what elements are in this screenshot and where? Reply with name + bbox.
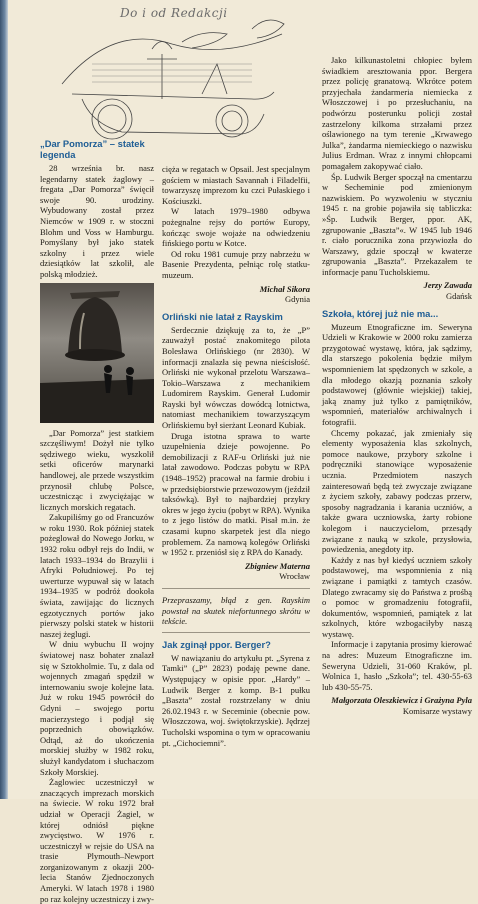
article-paragraph: Śp. Ludwik Berger spoczął na cmentarzu w Secheminie pod zmienionym nazwiskiem. Po wyzwoleniu w styczniu 1945 r. na grobie pojawiła się tabliczka: »Śp. Ludwik Berger, ppor. AK, zgrupowanie „Baszta”«. W 1945 lub 1946 r. ciało porucznika zona przywiozła do Warszawy, gdzie spoczął w kwaterze zgrupowania „Baszta”. Przekazałem te informacje panu Tucholskiemu.	[322, 171, 472, 277]
article-paragraph: Druga istotna sprawa to warte uzupełnienia dzieje powojenne. Po demobilizacji z RAF-u Orliński już nie latał zawodowo. Podczas pobytu w RPA (1948–1952) pracował na farmie drobiu i w przedsiębiorstwie przewozowym (jeździł taksówką). Był to najbardziej przykry okres w jego życiu (pobyt w RPA). Wynika to z jego listów do matki. Pisał m.in. że czasami kupno skarpetek jest dla niego problemem. Za namową kolegów Orliński w 1952 r. przeniósł się z RPA do Kanady.	[162, 430, 310, 558]
article-paragraph: cięża w regatach w Opsail. Jest specjalnym gościem w miastach Savannah i Filadelfii, towarzyszę imprezom ku czci Pułaskiego i Kościuszki.	[162, 164, 310, 206]
author-name: Michał Sikora	[259, 283, 310, 294]
author-name: Zbigniew Materna	[245, 560, 310, 571]
article-title-dar-pomorza: „Dar Pomorza” – statek legenda	[40, 138, 145, 160]
article-paragraph: Jako kilkunastoletni chłopiec byłem świadkiem aresztowania ppor. Bergera przez policję granatową. Wkrótce potem przyjechała żandarmeria niemiecka z Włoszczowej i po przesłuchaniu, na podwórzu posterunku policji został zastrzelony kilkoma strzałami przez oślawionego na tym terenie „Krwawego Julka”, żandarma niemieckiego o nazwisku Julius Erdman. Wraz z innymi chłopcami pomagałem zakopywać ciało.	[322, 55, 472, 171]
divider	[162, 632, 310, 633]
author-name: Małgorzata Oleszkiewicz i Grażyna Pyla	[331, 695, 472, 706]
article-paragraph: Chcemy pokazać, jak zmieniały się elementy wyposażenia klas szkolnych, pomoce naukowe, przybory szkolne i podręczniki stanowiące wyposażenie ucznia. Przedmiotem naszych zainteresowań będą też zwyczaje związane z życiem szkoły, zabawy podczas przerw, sposoby nagradzania i karania uczniów, a także gwara uczniowska, żarty robione kolegom i nauczycielom, przesądy związane z nauką w szkole, przysłowia, powiedzenia, anegdoty itp.	[322, 427, 472, 555]
article-paragraph: Od roku 1981 cumuje przy nabrzeżu w Basenie Prezydenta, pełniąc rolę statku-muzeum.	[162, 248, 310, 280]
article-paragraph: Serdecznie dziękuję za to, że „P” zauważył postać znakomitego pilota Bolesława Orlińskiego (nr 2830). W informacji znalazła się pewna nieścisłość. Orliński nie wykonał przelotu Warszawa–Tokio–Warszawa z mechanikiem Ludomirem Rayskim. Generał Ludomir Rayski był wówczas dowódcą lotnictwa, natomiast mechanikiem towarzyszącym Orlińskiemu był sierżant Leonard Kubiak.	[162, 324, 310, 431]
article-paragraph: W latach 1979–1980 odbywa pożegnalne rejsy do portów Europy, kończąc swoje wojaże na odwiedzeniu fińskiego portu w Kotce.	[162, 206, 310, 249]
article-title-orlinski: Orliński nie latał z Rayskim	[162, 310, 283, 322]
section-header: Do i od Redakcji	[120, 6, 228, 20]
page-spine-edge	[0, 0, 8, 799]
article-paragraph: W nawiązaniu do artykułu pt. „Syrena z Tamki” („P” 2823) podaję pewne dane. Występujący w opisie ppor. „Hardy” – Ludwik Berger z komp. B-1 pułku „Baszta” został rozstrzelany w dniu 26.02.1943 r. w Seceminie (obecnie pow. Włoszczowa, woj. świętokrzyskie). Jędrzej Tucholski wspomina o tym w opracowaniu pt. „Cichociemni”.	[162, 652, 310, 748]
bell-icon	[40, 283, 154, 423]
article-title-berger: Jak zginął ppor. Berger?	[162, 638, 271, 650]
author-role: Komisarze wystawy	[402, 706, 472, 717]
article-paragraph: Żaglowiec uczestniczył w znaczących imprezach morskich na świecie. W roku 1972 brał udział w Operacji Żagiel, w której odniósł piękne zwycięstwo. W 1976 r. uczestniczył w rejsie do USA na trasie Plymouth–Newport zorganizowanym z okazji 200-lecia Stanów Zjednoczonych Ameryki. W latach 1978 i 1980 po raz kolejny uczestniczy i zwy-	[40, 777, 154, 904]
editor-note: Przepraszamy, błąd z gen. Rayskim powstał na skutek niefortunnego skrótu w tekście.	[162, 594, 310, 627]
article-paragraph: Muzeum Etnograficzne im. Seweryna Udzieli w Krakowie w 2000 roku zamierza przygotować wystawę, która, jak sądzimy, dla starszego pokolenia będzie miłym wspomnieniem lat spędzonych w szkole, a dla młodego okazją poznania szkoły podstawowej (głównie wiejskiej) takiej, jaką znamy już tylko z pamiętników, wspomnień, materiałów archiwalnych i fotografii.	[322, 321, 472, 427]
article-paragraph: „Dar Pomorza” jest statkiem szczęśliwym! Dożył nie tylko sędziwego wieku, wyszkolił setki oficerów marynarki handlowej, ale przede wszystkim przynosił chlubę Polsce, uczestnicząc i zwyciężając w licznych morskich regatach.	[40, 427, 154, 512]
article-paragraph: Zakupiliśmy go od Francuzów w roku 1930. Rok później statek pożeglował do Nowego Jorku, w 1932 roku odbył rejs do Indii, w latach 1933–1934 do Brazylii i Afryki Południowej. Po tej uwerturze wypuwał się w latach 1934–1935 w podróż dookoła świata, zawijając do licznych egzotycznych portów jako pierwszy polski statek w historii naszej żeglugi.	[40, 512, 154, 639]
ship-bell-photo	[40, 283, 154, 423]
article-title-szkola: Szkoła, której już nie ma...	[322, 307, 439, 319]
column-middle	[162, 164, 310, 748]
author-city: Gdańsk	[446, 291, 472, 302]
magazine-page	[8, 0, 478, 904]
article-paragraph: W dniu wybuchu II wojny światowej nasz bohater znalazł się w Sztokholmie. Tu, z dala od wojennych zmagań spędził w internowaniu swoje kolejne lata. Już w roku 1945 powrócił do Gdyni – swojego portu macierzystego i podjął się poprzednich obowiązków. Odtąd, aż do ukończenia morskiej służby w 1982 roku, służył kandydatom i słuchaczom Szkoły Morskiej.	[40, 639, 154, 777]
article-paragraph: Każdy z nas był kiedyś uczniem szkoły podstawowej, ma wspomnienia z nią związane i pamiątki z tamtych czasów. Dlatego zwracamy się do Państwa z prośbą o pomoc w gromadzeniu fotografii, dokumentów, wspomnień, pamiątek z lat szkolnych, które wzbogaciłyby naszą wystawę.	[322, 554, 472, 639]
column-right	[322, 55, 472, 723]
column-left	[40, 138, 154, 904]
article-paragraph: 28 września br. nasz legendarny statek żaglowy – fregata „Dar Pomorza” święcił swoje 90. urodziny. Wybudowany został przez Niemców w 1909 r. w stoczni Blohm und Voss w Hamburgu. Pomyślany był jako statek szkolny i przez wiele dziesiątków lat szkolił, ale polską młodzież.	[40, 163, 154, 279]
article-paragraph: Informacje i zapytania prosimy kierować na adres: Muzeum Etnograficzne im. Seweryna Udzieli, 31-060 Kraków, pl. Wolnica 1, hasło „Szkoła”; tel. 430-55-63 lub 430-55-75.	[322, 639, 472, 692]
ship-figurehead-illustration	[52, 4, 292, 154]
author-city: Gdynia	[284, 294, 310, 305]
divider	[162, 588, 310, 589]
author-city: Wrocław	[279, 571, 310, 582]
author-name: Jerzy Zawada	[423, 280, 472, 291]
